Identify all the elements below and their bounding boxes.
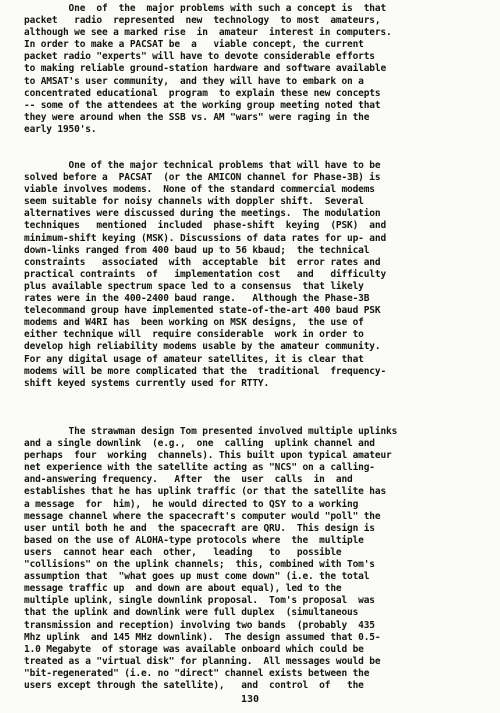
text-line: packet radio "experts" will have to devote considerable efforts (24, 51, 375, 63)
text-line: although we see a marked rise in amateur interest in computers. (24, 27, 392, 39)
text-line: net experience with the satellite acting as "NCS" on a calling- (24, 462, 375, 474)
text-line: minimum-shift keying (MSK). Discussions of data rates for up- and (24, 232, 387, 244)
text-line: One of the major technical problems that will have to be (24, 160, 381, 171)
text-line: to AMSAT's user community, and they will have to embark on a (24, 75, 364, 87)
text-line: develop high reliability modems usable by the amateur community. (24, 341, 381, 353)
text-line: For any digital usage of amateur satellites, it is clear that (24, 353, 364, 365)
text-line: practical contraints of implementation cost and difficulty (24, 268, 387, 280)
text-line: In order to make a PACSAT be a viable concept, the current (24, 39, 364, 51)
text-line: establishes that he has uplink traffic (or that the satellite has (24, 486, 387, 498)
text-line: modems and W4RI has been working on MSK designs, the use of (24, 317, 364, 329)
text-line: assumption that "what goes up must come down" (i.e. the total (24, 571, 370, 583)
text-line: to making reliable ground-station hardware and software available (24, 63, 387, 75)
text-line: One of the major problems with such a concept is that (24, 3, 387, 14)
text-line: down-links ranged from 400 baud up to 56 kbaud; the technical (24, 244, 370, 256)
text-line: transmission and reception) involving two bands (probably 435 (24, 619, 375, 631)
text-line: viable involves modems. None of the standard commercial modems (24, 184, 375, 196)
text-line: they were around when the SSB vs. AM "wars" were raging in the (24, 111, 370, 123)
text-line: treated as a "virtual disk" for planning. All messages would be (24, 655, 381, 667)
text-line: early 1950's. (24, 123, 97, 135)
text-line: concentrated educational program to explain these new concepts (24, 87, 381, 99)
text-line: constraints associated with acceptable bit error rates and (24, 256, 381, 268)
text-line: a message for him), he would directed to QSY to a working (24, 498, 359, 510)
text-line: 1.0 Megabyte of storage was available onboard which could be (24, 643, 364, 655)
text-line: multiple uplink, single downlink proposal. Tom's proposal was (24, 595, 375, 607)
text-line: shift keyed systems currently used for RTTY. (24, 377, 270, 389)
paragraph-problems (24, 3, 489, 136)
text-line: alternatives were discussed during the meetings. The modulation (24, 208, 381, 220)
text-line: and-answering frequency. After the user calls in and (24, 474, 353, 486)
text-line: message channel where the spacecraft's computer would "poll" the (24, 510, 381, 522)
text-line: based on the use of ALOHA-type protocols where the multiple (24, 534, 364, 546)
paragraph-modems (24, 160, 489, 390)
text-line: seem suitable for noisy channels with doppler shift. Several (24, 196, 364, 208)
text-line: rates were in the 400-2400 baud range. Although the Phase-3B (24, 293, 370, 305)
text-line: perhaps four working channels). This built upon typical amateur (24, 450, 392, 462)
text-line: plus available spectrum space led to a consensus that likely (24, 280, 364, 292)
text-line: solved before a PACSAT (or the AMICON channel for Phase-3B) is (24, 172, 381, 184)
text-line: "bit-regenerated" (i.e. no "direct" channel exists between the (24, 667, 370, 679)
text-line: and a single downlink (e.g., one calling uplink channel and (24, 438, 375, 450)
text-line: -- some of the attendees at the working group meeting noted that (24, 99, 381, 111)
paragraph-strawman-design (24, 426, 489, 692)
text-line: packet radio represented new technology to most amateurs, (24, 15, 381, 27)
text-line: "collisions" on the uplink channels; this, combined with Tom's (24, 559, 375, 571)
text-line: modems will be more complicated that the traditional frequency- (24, 365, 387, 377)
text-line: message traffic up and down are about equal), led to the (24, 583, 342, 595)
text-line: The strawman design Tom presented involved multiple uplinks (24, 426, 398, 437)
page-number: 130 (240, 694, 260, 705)
text-line: either technique will require considerable work in order to (24, 329, 364, 341)
text-line: that the uplink and downlink were full duplex (simultaneous (24, 607, 359, 619)
text-line: user until both he and the spacecraft are QRU. This design is (24, 522, 375, 534)
text-line: users cannot hear each other, leading to possible (24, 546, 342, 558)
text-line: users except through the satellite), and control of the (24, 679, 364, 691)
text-line: telecommand group have implemented state-of-the-art 400 baud PSK (24, 305, 381, 317)
text-line: techniques mentioned included phase-shift keying (PSK) and (24, 220, 387, 232)
text-line: Mhz uplink and 145 MHz downlink). The design assumed that 0.5- (24, 631, 381, 643)
